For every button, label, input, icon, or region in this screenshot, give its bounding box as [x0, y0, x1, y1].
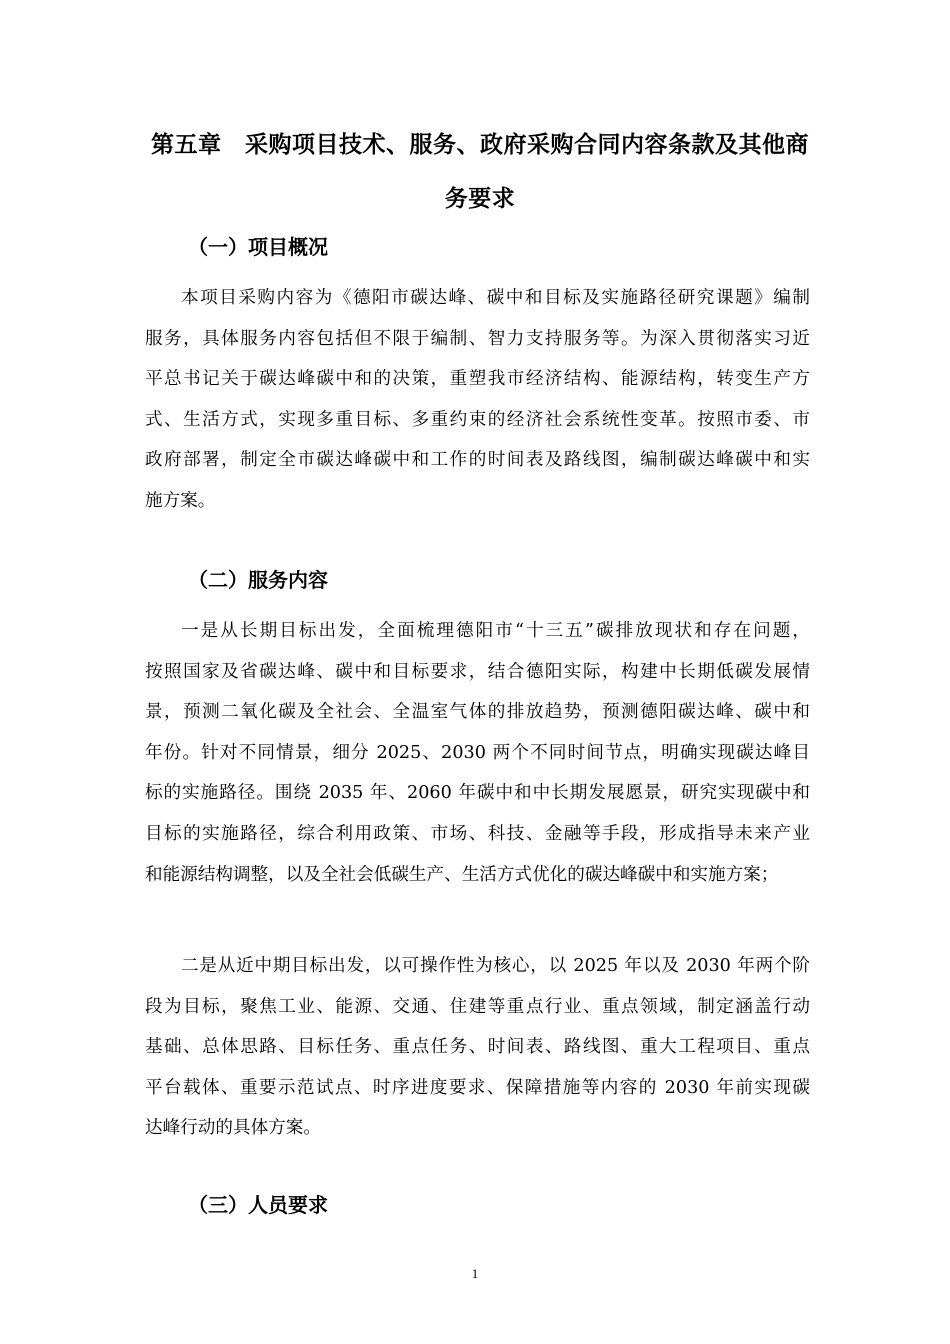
- paragraph-line: 按照国家及省碳达峰、碳中和目标要求，结合德阳实际，构建中长期低碳发展情: [145, 661, 810, 682]
- paragraph-line: 基础、总体思路、目标任务、重点任务、时间表、路线图、重大工程项目、重点: [145, 1037, 810, 1058]
- page-number: 1: [471, 1266, 479, 1281]
- paragraph-line: 年份。针对不同情景，细分 2025、2030 两个不同时间节点，明确实现碳达峰目: [145, 742, 810, 763]
- paragraph-overview: [145, 278, 810, 522]
- paragraph-line: 标的实施路径。围绕 2035 年、2060 年碳中和中长期发展愿景，研究实现碳中和: [145, 783, 810, 804]
- section-heading-personnel: （三）人员要求: [188, 1193, 328, 1217]
- paragraph-line: 服务，具体服务内容包括但不限于编制、智力支持服务等。为深入贯彻落实习近: [145, 328, 810, 349]
- section-heading-overview: （一）项目概况: [188, 235, 328, 259]
- paragraph-line: 二是从近中期目标出发，以可操作性为核心，以 2025 年以及 2030 年两个阶: [181, 956, 810, 976]
- chapter-title: [140, 118, 820, 226]
- chapter-title-line-1: 第五章 采购项目技术、服务、政府采购合同内容条款及其他商: [151, 132, 809, 158]
- paragraph-line: 和能源结构调整，以及全社会低碳生产、生活方式优化的碳达峰碳中和实施方案；: [145, 864, 779, 885]
- paragraph-line: 本项目采购内容为《德阳市碳达峰、碳中和目标及实施路径研究课题》编制: [181, 288, 810, 308]
- paragraph-line: 一是从长期目标出发，全面梳理德阳市“十三五”碳排放现状和存在问题，: [181, 621, 810, 641]
- paragraph-line: 景，预测二氧化碳及全社会、全温室气体的排放趋势，预测德阳碳达峰、碳中和: [145, 702, 810, 723]
- paragraph-long-term: [145, 611, 810, 895]
- chapter-title-line-2: 务要求: [444, 186, 516, 212]
- paragraph-line: 段为目标，聚焦工业、能源、交通、住建等重点行业、重点领域，制定涵盖行动: [145, 996, 810, 1017]
- section-heading-services: （二）服务内容: [188, 568, 328, 592]
- paragraph-line: 平台载体、重要示范试点、时序进度要求、保障措施等内容的 2030 年前实现碳: [145, 1077, 810, 1098]
- paragraph-near-term: [145, 946, 810, 1149]
- paragraph-line: 施方案。: [145, 490, 216, 511]
- paragraph-line: 政府部署，制定全市碳达峰碳中和工作的时间表及路线图，编制碳达峰碳中和实: [145, 450, 810, 471]
- paragraph-line: 目标的实施路径，综合利用政策、市场、科技、金融等手段，形成指导未来产业: [145, 823, 810, 844]
- paragraph-line: 平总书记关于碳达峰碳中和的决策，重塑我市经济结构、能源结构，转变生产方: [145, 369, 810, 390]
- paragraph-line: 式、生活方式，实现多重目标、多重约束的经济社会系统性变革。按照市委、市: [145, 409, 810, 430]
- paragraph-line: 达峰行动的具体方案。: [145, 1118, 321, 1139]
